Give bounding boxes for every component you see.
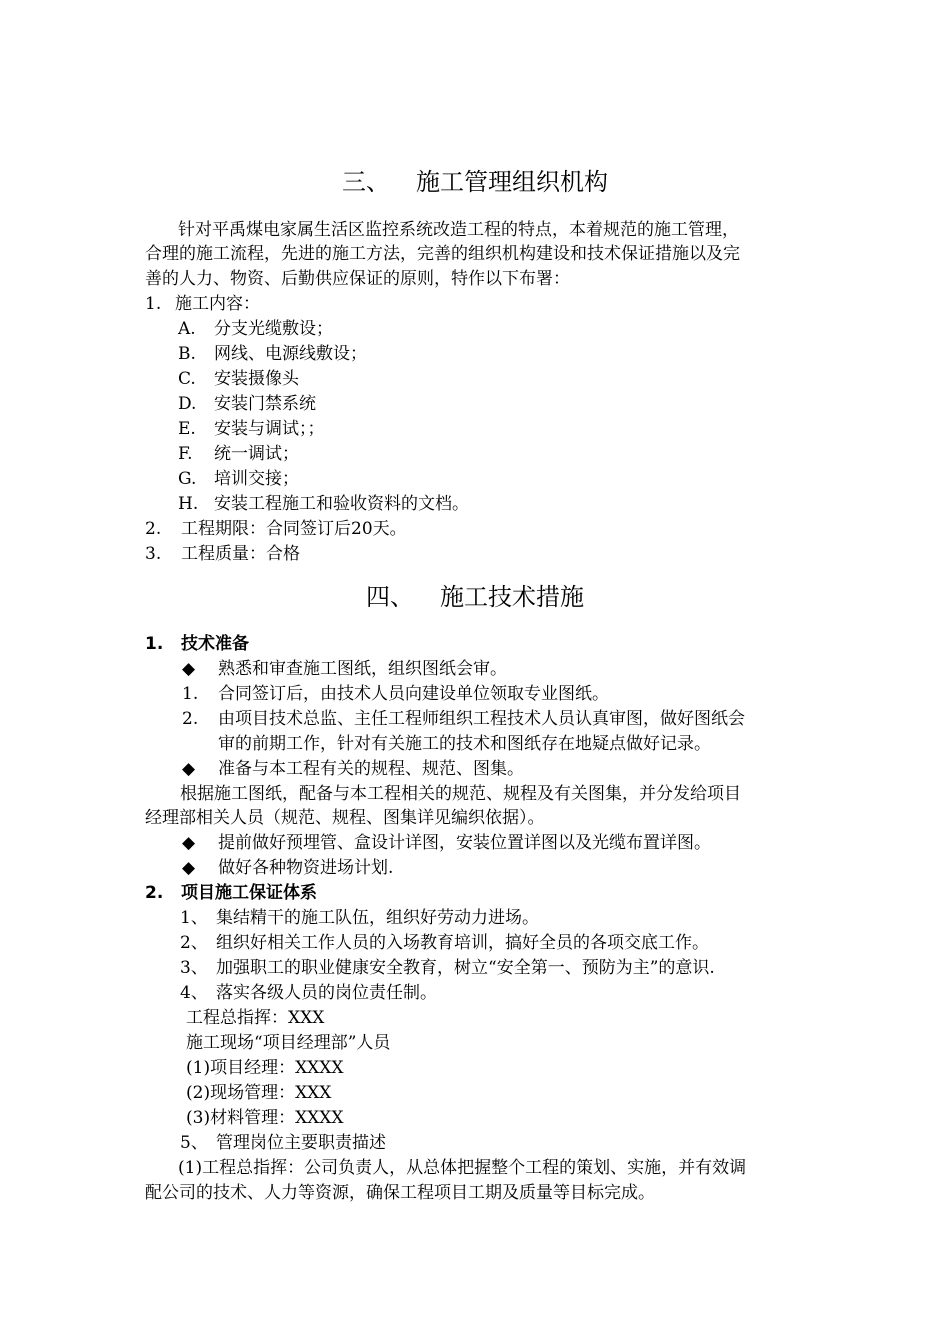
list-marker: 3、 bbox=[180, 958, 208, 978]
section-number: 四、 bbox=[366, 583, 414, 611]
diamond-bullet-icon: ◆ bbox=[182, 858, 196, 878]
bullet-text: 做好各种物资进场计划. bbox=[218, 858, 394, 878]
intro-line-2: 合理的施工流程，先进的施工方法，完善的组织机构建设和技术保证措施以及完 bbox=[145, 244, 740, 264]
list-item bbox=[145, 543, 300, 565]
subsection-marker: 1. bbox=[145, 634, 164, 654]
section-heading-4 bbox=[0, 582, 950, 612]
list-item bbox=[180, 982, 437, 1004]
project-chief: 工程总指挥：XXX bbox=[186, 1008, 325, 1028]
numbered-step bbox=[182, 708, 745, 730]
list-text: 落实各级人员的岗位责任制。 bbox=[216, 983, 437, 1003]
list-item bbox=[145, 518, 407, 540]
duty-line-2: 配公司的技术、人力等资源，确保工程项目工期及质量等目标完成。 bbox=[145, 1183, 655, 1203]
paragraph-line-1: 根据施工图纸，配备与本工程相关的规范、规程及有关图集，并分发给项目 bbox=[180, 784, 741, 804]
bullet-item bbox=[182, 857, 393, 879]
content-marker: B. bbox=[178, 344, 196, 364]
section-number: 三、 bbox=[342, 168, 390, 196]
content-marker: H. bbox=[178, 494, 199, 514]
subsection-heading-1 bbox=[145, 633, 249, 655]
step-text: 合同签订后，由技术人员向建设单位领取专业图纸。 bbox=[218, 684, 609, 704]
diamond-bullet-icon: ◆ bbox=[182, 833, 196, 853]
list-text: 工程质量：合格 bbox=[181, 544, 300, 564]
subsection-title: 项目施工保证体系 bbox=[181, 883, 317, 903]
list-marker: 1. bbox=[145, 294, 162, 314]
list-item bbox=[145, 293, 260, 315]
bullet-item bbox=[182, 832, 711, 854]
step-text: 由项目技术总监、主任工程师组织工程技术人员认真审图，做好图纸会 bbox=[218, 709, 745, 729]
list-text: 组织好相关工作人员的入场教育培训，搞好全员的各项交底工作。 bbox=[216, 933, 709, 953]
bullet-text: 准备与本工程有关的规程、规范、图集。 bbox=[218, 759, 524, 779]
list-text: 加强职工的职业健康安全教育，树立“安全第一、预防为主”的意识. bbox=[216, 958, 715, 978]
list-marker: 4、 bbox=[180, 983, 208, 1003]
list-text: 工程期限：合同签订后20天。 bbox=[181, 519, 407, 539]
list-marker: 5、 bbox=[180, 1133, 208, 1153]
list-marker: 2、 bbox=[180, 933, 208, 953]
step-continuation: 审的前期工作，针对有关施工的技术和图纸存在地疑点做好记录。 bbox=[218, 734, 711, 754]
content-marker: G. bbox=[178, 469, 197, 489]
content-marker: F. bbox=[178, 444, 193, 464]
content-item bbox=[178, 418, 325, 440]
list-marker: 2. bbox=[145, 519, 162, 539]
content-item bbox=[178, 368, 299, 390]
list-text: 施工内容： bbox=[175, 294, 260, 314]
role-item: (1)项目经理：XXXX bbox=[186, 1058, 344, 1078]
bullet-item bbox=[182, 658, 507, 680]
list-item bbox=[180, 907, 539, 929]
bullet-text: 熟悉和审查施工图纸，组织图纸会审。 bbox=[218, 659, 507, 679]
content-item bbox=[178, 343, 367, 365]
subsection-title: 技术准备 bbox=[181, 634, 249, 654]
duty-line-1: (1)工程总指挥：公司负责人，从总体把握整个工程的策划、实施，并有效调 bbox=[178, 1158, 747, 1178]
content-text: 安装工程施工和验收资料的文档。 bbox=[214, 494, 469, 514]
content-item bbox=[178, 493, 469, 515]
content-text: 安装门禁系统 bbox=[214, 394, 316, 414]
subsection-heading-2 bbox=[145, 882, 317, 904]
content-item bbox=[178, 468, 299, 490]
content-marker: E. bbox=[178, 419, 196, 439]
list-marker: 1、 bbox=[180, 908, 208, 928]
paragraph-line-2: 经理部相关人员（规范、规程、图集详见编织依据）。 bbox=[145, 808, 545, 828]
subsection-marker: 2. bbox=[145, 883, 164, 903]
section-heading-3 bbox=[0, 167, 950, 197]
role-item: (3)材料管理：XXXX bbox=[186, 1108, 344, 1128]
content-text: 统一调试； bbox=[214, 444, 299, 464]
section-title: 施工技术措施 bbox=[440, 583, 584, 611]
list-item bbox=[180, 957, 715, 979]
list-item bbox=[180, 1132, 386, 1154]
bullet-item bbox=[182, 758, 524, 780]
site-staff-heading: 施工现场“项目经理部”人员 bbox=[186, 1033, 391, 1053]
bullet-text: 提前做好预埋管、盒设计详图，安装位置详图以及光缆布置详图。 bbox=[218, 833, 711, 853]
list-item bbox=[180, 932, 709, 954]
intro-line-1: 针对平禹煤电家属生活区监控系统改造工程的特点，本着规范的施工管理， bbox=[178, 220, 739, 240]
content-marker: C. bbox=[178, 369, 196, 389]
section-title: 施工管理组织机构 bbox=[416, 168, 608, 196]
content-marker: A. bbox=[178, 319, 196, 339]
list-text: 管理岗位主要职责描述 bbox=[216, 1133, 386, 1153]
content-marker: D. bbox=[178, 394, 197, 414]
diamond-bullet-icon: ◆ bbox=[182, 759, 196, 779]
content-item bbox=[178, 318, 333, 340]
content-text: 培训交接； bbox=[214, 469, 299, 489]
content-text: 网线、电源线敷设； bbox=[214, 344, 367, 364]
intro-line-3: 善的人力、物资、后勤供应保证的原则，特作以下布署： bbox=[145, 269, 570, 289]
list-text: 集结精干的施工队伍，组织好劳动力进场。 bbox=[216, 908, 539, 928]
step-marker: 2. bbox=[182, 709, 199, 729]
content-item bbox=[178, 443, 299, 465]
content-item bbox=[178, 393, 316, 415]
content-text: 分支光缆敷设； bbox=[214, 319, 333, 339]
numbered-step bbox=[182, 683, 609, 705]
content-text: 安装与调试；； bbox=[214, 419, 325, 439]
role-item: (2)现场管理：XXX bbox=[186, 1083, 332, 1103]
step-marker: 1. bbox=[182, 684, 199, 704]
list-marker: 3. bbox=[145, 544, 162, 564]
content-text: 安装摄像头 bbox=[214, 369, 299, 389]
diamond-bullet-icon: ◆ bbox=[182, 659, 196, 679]
